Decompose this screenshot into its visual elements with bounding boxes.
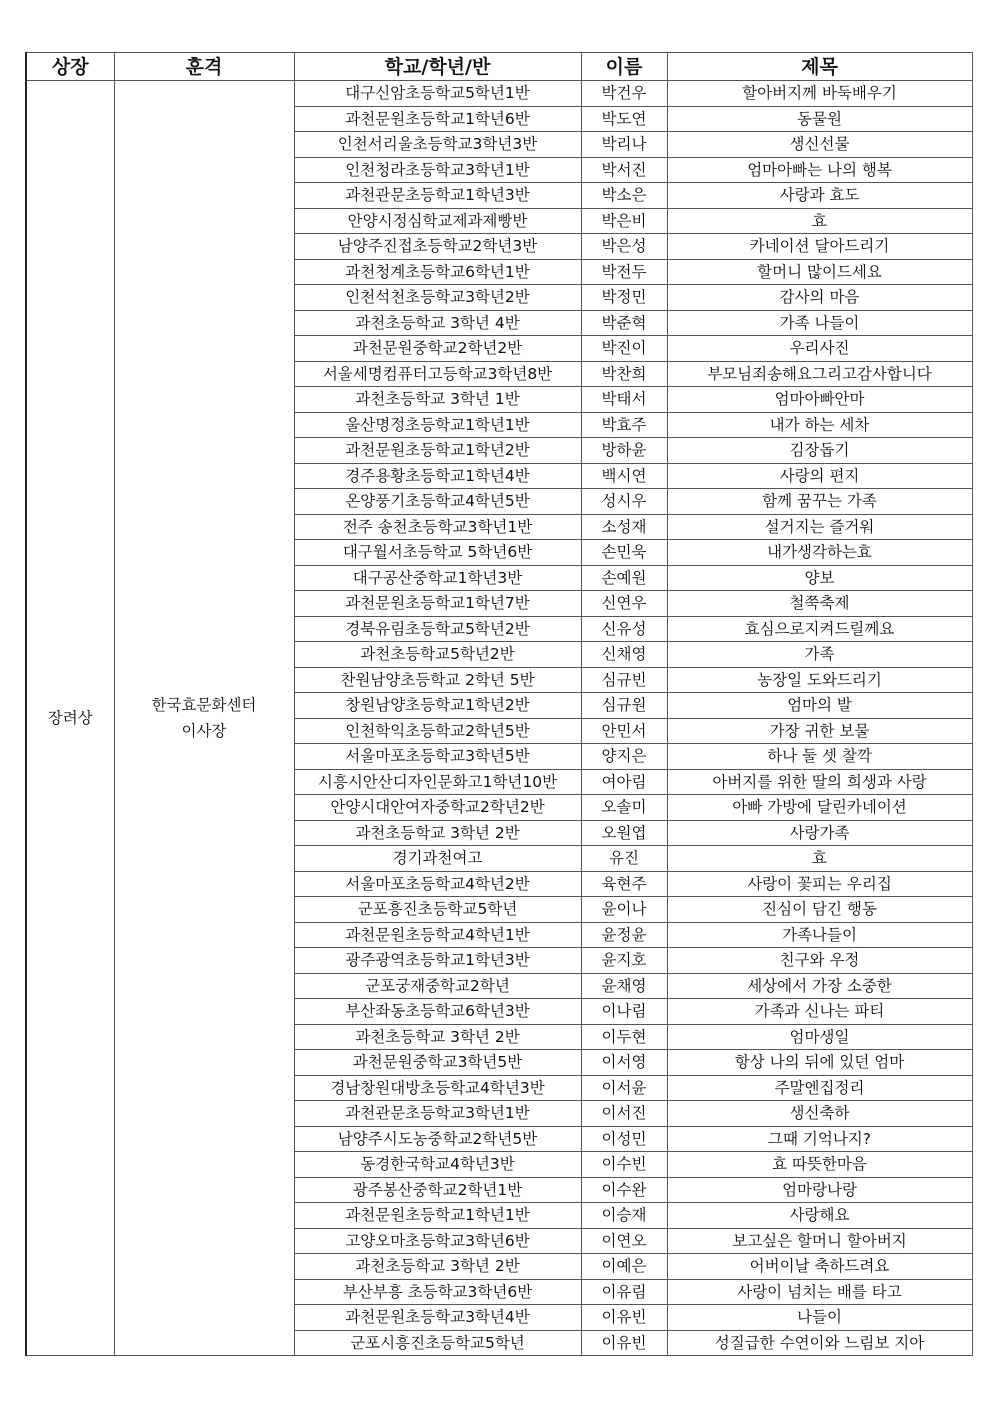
title-cell: 철쭉축제: [667, 591, 972, 617]
school-cell: 동경한국학교4학년3반: [294, 1152, 581, 1178]
school-cell: 군포시흥진초등학교5학년: [294, 1330, 581, 1356]
school-cell: 과천문원초등학교1학년1반: [294, 1203, 581, 1229]
award-level-cell: 장려상: [26, 81, 114, 1356]
title-cell: 사랑이 꽃피는 우리집: [667, 871, 972, 897]
title-cell: 할아버지께 바둑배우기: [667, 81, 972, 107]
name-cell: 백시연: [581, 463, 667, 489]
school-cell: 과천문원초등학교1학년7반: [294, 591, 581, 617]
title-cell: 우리사진: [667, 336, 972, 362]
school-cell: 부산부흥 초등학교3학년6반: [294, 1279, 581, 1305]
name-cell: 박건우: [581, 81, 667, 107]
title-cell: 사랑해요: [667, 1203, 972, 1229]
header-name: 이름: [581, 53, 667, 81]
school-cell: 과천관문초등학교3학년1반: [294, 1101, 581, 1127]
school-cell: 서울마포초등학교3학년5반: [294, 744, 581, 770]
title-cell: 감사의 마음: [667, 285, 972, 311]
name-cell: 유진: [581, 846, 667, 872]
name-cell: 심규빈: [581, 667, 667, 693]
title-cell: 엄마의 발: [667, 693, 972, 719]
title-cell: 동물원: [667, 106, 972, 132]
name-cell: 윤이나: [581, 897, 667, 923]
school-cell: 대구공산중학교1학년3반: [294, 565, 581, 591]
title-cell: 엄마랑나랑: [667, 1177, 972, 1203]
title-cell: 효 따뜻한마음: [667, 1152, 972, 1178]
title-cell: 카네이션 달아드리기: [667, 234, 972, 260]
name-cell: 소성재: [581, 514, 667, 540]
school-cell: 인천석천초등학교3학년2반: [294, 285, 581, 311]
name-cell: 심규원: [581, 693, 667, 719]
school-cell: 과천문원초등학교1학년6반: [294, 106, 581, 132]
name-cell: 손예원: [581, 565, 667, 591]
name-cell: 이수빈: [581, 1152, 667, 1178]
school-cell: 과천초등학교 3학년 4반: [294, 310, 581, 336]
title-cell: 사랑의 편지: [667, 463, 972, 489]
school-cell: 대구월서초등학교 5학년6반: [294, 540, 581, 566]
title-cell: 효: [667, 846, 972, 872]
school-cell: 고양오마초등학교3학년6반: [294, 1228, 581, 1254]
name-cell: 성시우: [581, 489, 667, 515]
honoree-org: 한국효문화센터: [151, 696, 257, 714]
school-cell: 과천초등학교5학년2반: [294, 642, 581, 668]
school-cell: 경남창원대방초등학교4학년3반: [294, 1075, 581, 1101]
title-cell: 엄마아빠안마: [667, 387, 972, 413]
title-cell: 효: [667, 208, 972, 234]
header-school: 학교/학년/반: [294, 53, 581, 81]
name-cell: 신채영: [581, 642, 667, 668]
title-cell: 성질급한 수연이와 느림보 지아: [667, 1330, 972, 1356]
school-cell: 과천문원초등학교1학년2반: [294, 438, 581, 464]
name-cell: 이승재: [581, 1203, 667, 1229]
name-cell: 박찬희: [581, 361, 667, 387]
school-cell: 서울마포초등학교4학년2반: [294, 871, 581, 897]
name-cell: 박서진: [581, 157, 667, 183]
school-cell: 과천초등학교 3학년 2반: [294, 820, 581, 846]
name-cell: 여아림: [581, 769, 667, 795]
name-cell: 이예은: [581, 1254, 667, 1280]
school-cell: 과천초등학교 3학년 1반: [294, 387, 581, 413]
title-cell: 엄마아빠는 나의 행복: [667, 157, 972, 183]
name-cell: 박태서: [581, 387, 667, 413]
name-cell: 이나림: [581, 999, 667, 1025]
school-cell: 광주봉산중학교2학년1반: [294, 1177, 581, 1203]
school-cell: 광주광역초등학교1학년3반: [294, 948, 581, 974]
name-cell: 이서진: [581, 1101, 667, 1127]
name-cell: 윤지호: [581, 948, 667, 974]
name-cell: 박은비: [581, 208, 667, 234]
title-cell: 가족나들이: [667, 922, 972, 948]
name-cell: 이유림: [581, 1279, 667, 1305]
title-cell: 엄마생일: [667, 1024, 972, 1050]
school-cell: 과천초등학교 3학년 2반: [294, 1254, 581, 1280]
name-cell: 윤채영: [581, 973, 667, 999]
name-cell: 오솔미: [581, 795, 667, 821]
title-cell: 농장일 도와드리기: [667, 667, 972, 693]
title-cell: 할머니 많이드세요: [667, 259, 972, 285]
name-cell: 박효주: [581, 412, 667, 438]
title-cell: 사랑이 넘치는 배를 타고: [667, 1279, 972, 1305]
name-cell: 박준혁: [581, 310, 667, 336]
title-cell: 생신축하: [667, 1101, 972, 1127]
title-cell: 사랑가족: [667, 820, 972, 846]
name-cell: 손민욱: [581, 540, 667, 566]
title-cell: 함께 꿈꾸는 가족: [667, 489, 972, 515]
title-cell: 보고싶은 할머니 할아버지: [667, 1228, 972, 1254]
title-cell: 그때 기억나지?: [667, 1126, 972, 1152]
school-cell: 경기과천여고: [294, 846, 581, 872]
title-cell: 나들이: [667, 1305, 972, 1331]
school-cell: 인천서리울초등학교3학년3반: [294, 132, 581, 158]
title-cell: 아빠 가방에 달린카네이션: [667, 795, 972, 821]
title-cell: 생신선물: [667, 132, 972, 158]
school-cell: 과천청계초등학교6학년1반: [294, 259, 581, 285]
name-cell: 이두현: [581, 1024, 667, 1050]
table-row: [26, 81, 972, 107]
title-cell: 진심이 담긴 행동: [667, 897, 972, 923]
school-cell: 경주용황초등학교1학년4반: [294, 463, 581, 489]
name-cell: 육현주: [581, 871, 667, 897]
title-cell: 친구와 우정: [667, 948, 972, 974]
school-cell: 남양주진접초등학교2학년3반: [294, 234, 581, 260]
title-cell: 가족과 신나는 파티: [667, 999, 972, 1025]
school-cell: 과천문원중학교2학년2반: [294, 336, 581, 362]
school-cell: 부산좌동초등학교6학년3반: [294, 999, 581, 1025]
title-cell: 부모님죄송해요그리고감사합니다: [667, 361, 972, 387]
school-cell: 서울세명컴퓨터고등학교3학년8반: [294, 361, 581, 387]
name-cell: 이유빈: [581, 1330, 667, 1356]
name-cell: 윤정윤: [581, 922, 667, 948]
header-row: [26, 53, 972, 81]
title-cell: 내가 하는 세차: [667, 412, 972, 438]
name-cell: 이유빈: [581, 1305, 667, 1331]
header-title: 제목: [667, 53, 972, 81]
school-cell: 온양풍기초등학교4학년5반: [294, 489, 581, 515]
honoree-role: 이사장: [181, 722, 227, 740]
school-cell: 찬원남양초등학교 2학년 5반: [294, 667, 581, 693]
school-cell: 과천초등학교 3학년 2반: [294, 1024, 581, 1050]
name-cell: 신연우: [581, 591, 667, 617]
school-cell: 시흥시안산디자인문화고1학년10반: [294, 769, 581, 795]
name-cell: 이서윤: [581, 1075, 667, 1101]
name-cell: 박도연: [581, 106, 667, 132]
school-cell: 인천청라초등학교3학년1반: [294, 157, 581, 183]
name-cell: 박전두: [581, 259, 667, 285]
school-cell: 전주 송천초등학교3학년1반: [294, 514, 581, 540]
title-cell: 설거지는 즐거워: [667, 514, 972, 540]
title-cell: 사랑과 효도: [667, 183, 972, 209]
name-cell: 박은성: [581, 234, 667, 260]
school-cell: 인천학익초등학교2학년5반: [294, 718, 581, 744]
school-cell: 남양주시도농중학교2학년5반: [294, 1126, 581, 1152]
school-cell: 과천문원초등학교4학년1반: [294, 922, 581, 948]
school-cell: 경북유림초등학교5학년2반: [294, 616, 581, 642]
name-cell: 이서영: [581, 1050, 667, 1076]
name-cell: 양지은: [581, 744, 667, 770]
name-cell: 안민서: [581, 718, 667, 744]
school-cell: 과천문원초등학교3학년4반: [294, 1305, 581, 1331]
name-cell: 방하윤: [581, 438, 667, 464]
name-cell: 이수완: [581, 1177, 667, 1203]
name-cell: 신유성: [581, 616, 667, 642]
title-cell: 가족: [667, 642, 972, 668]
name-cell: 박소은: [581, 183, 667, 209]
honoree-cell: [114, 81, 294, 1356]
school-cell: 창원남양초등학교1학년2반: [294, 693, 581, 719]
title-cell: 하나 둘 셋 찰깍: [667, 744, 972, 770]
name-cell: 이성민: [581, 1126, 667, 1152]
name-cell: 박진이: [581, 336, 667, 362]
name-cell: 박리나: [581, 132, 667, 158]
title-cell: 가족 나들이: [667, 310, 972, 336]
title-cell: 양보: [667, 565, 972, 591]
school-cell: 군포궁재중학교2학년: [294, 973, 581, 999]
award-list-sheet: [25, 52, 973, 1356]
title-cell: 효심으로지켜드릴께요: [667, 616, 972, 642]
name-cell: 이연오: [581, 1228, 667, 1254]
title-cell: 어버이날 축하드려요: [667, 1254, 972, 1280]
school-cell: 안양시정심학교제과제빵반: [294, 208, 581, 234]
school-cell: 군포흥진초등학교5학년: [294, 897, 581, 923]
school-cell: 과천문원중학교3학년5반: [294, 1050, 581, 1076]
title-cell: 항상 나의 뒤에 있던 엄마: [667, 1050, 972, 1076]
table-body: [26, 81, 972, 1356]
school-cell: 과천관문초등학교1학년3반: [294, 183, 581, 209]
school-cell: 대구신암초등학교5학년1반: [294, 81, 581, 107]
school-cell: 울산명정초등학교1학년1반: [294, 412, 581, 438]
title-cell: 가장 귀한 보물: [667, 718, 972, 744]
name-cell: 박정민: [581, 285, 667, 311]
name-cell: 오원엽: [581, 820, 667, 846]
header-award: 상장: [26, 53, 114, 81]
title-cell: 주말엔집정리: [667, 1075, 972, 1101]
title-cell: 김장돕기: [667, 438, 972, 464]
header-honoree: 훈격: [114, 53, 294, 81]
title-cell: 아버지를 위한 딸의 희생과 사랑: [667, 769, 972, 795]
title-cell: 내가생각하는효: [667, 540, 972, 566]
award-table: [25, 52, 973, 1356]
school-cell: 안양시대안여자중학교2학년2반: [294, 795, 581, 821]
title-cell: 세상에서 가장 소중한: [667, 973, 972, 999]
